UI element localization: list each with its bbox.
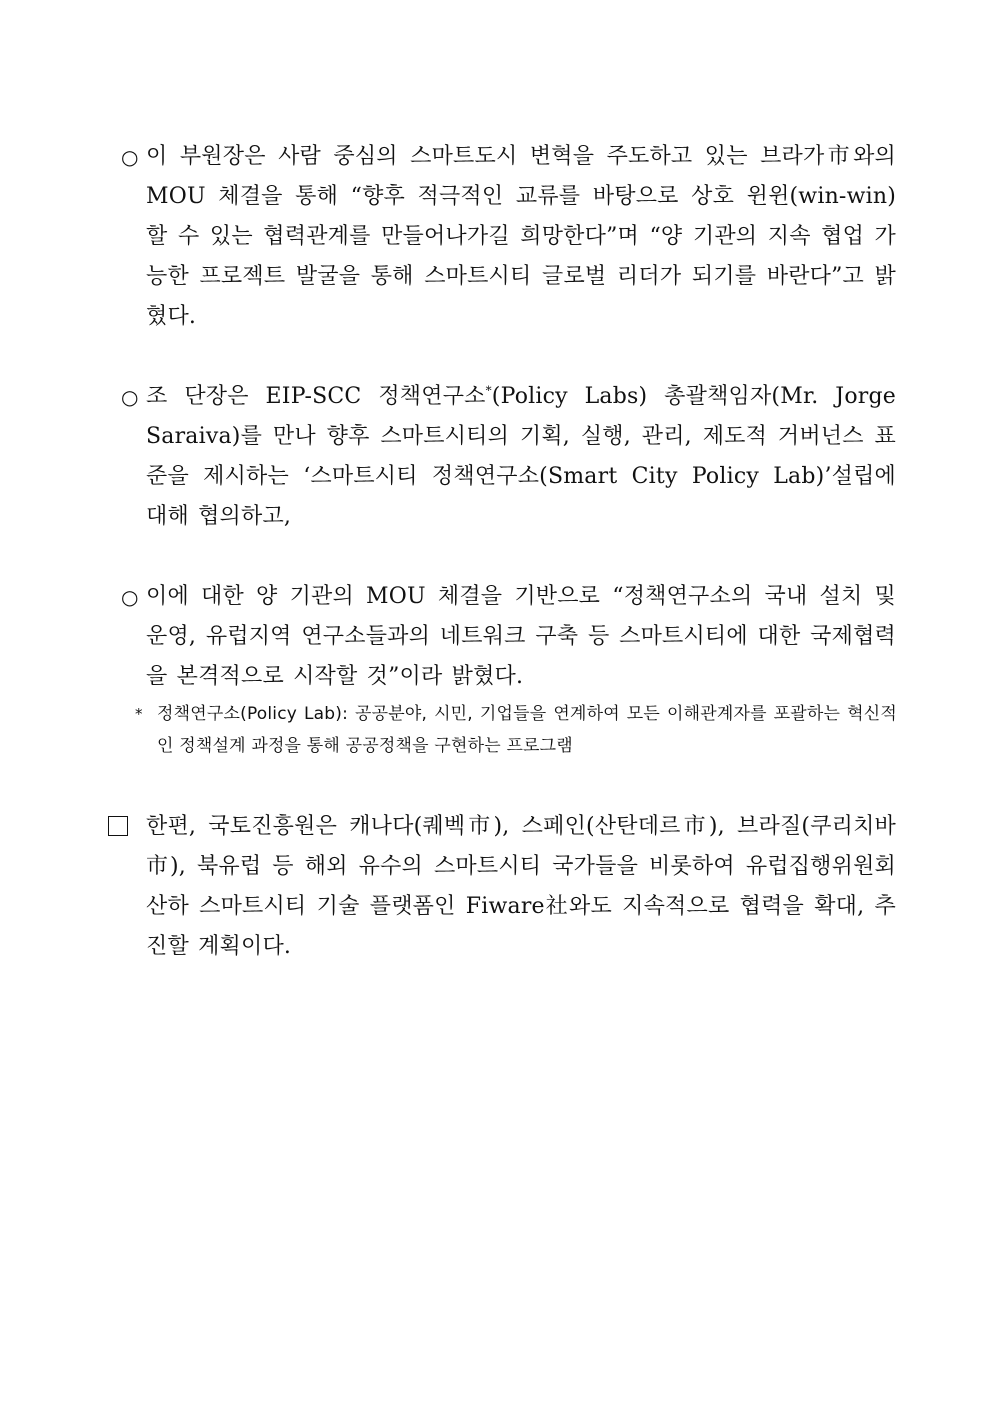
paragraph-policy-lab-meeting — [121, 377, 896, 537]
square-bullet-icon — [108, 816, 128, 836]
footnote-text: 정책연구소(Policy Lab): 공공분야, 시민, 기업들을 연계하여 모든 이해관계자를 포괄하는 혁신적인 정책설계 과정을 통해 공공정책을 구현하는 프로그램 — [157, 704, 897, 756]
paragraph-text-continued: (Policy Labs) 총괄책임자(Mr. Jorge Saraiva)를 만나 향후 스마트시티의 기획, 실행, 관리, 제도적 거버넌스 표준을 제시하는 ‘스마트시티 정책연구소(Smart City Policy Lab)’설립에 대해 협의하고, — [146, 384, 896, 529]
paragraph-text: 이에 대한 양 기관의 MOU 체결을 기반으로 “정책연구소의 국내 설치 및 운영, 유럽지역 연구소들과의 네트워크 구축 등 스마트시티에 대한 국제협력을 본격적으로 시작할 것”이라 밝혔다. — [146, 584, 896, 689]
circle-bullet: ○ — [121, 385, 139, 409]
footnote-reference: * — [485, 383, 492, 398]
circle-bullet: ○ — [121, 585, 139, 609]
paragraph-future-plans — [146, 807, 896, 967]
footnote-asterisk: * — [135, 705, 143, 723]
paragraph-vice-president-remarks — [121, 137, 896, 337]
paragraph-text: 이 부원장은 사람 중심의 스마트도시 변혁을 주도하고 있는 브라가市와의 MOU 체결을 통해 “향후 적극적인 교류를 바탕으로 상호 윈윈(win-win) 할 수 있는 협력관계를 만들어나가길 희망한다”며 “양 기관의 지속 협업 가능한 프로젝트 발굴을 통해 스마트시티 글로벌 리더가 되기를 바란다”고 밝혔다. — [146, 144, 896, 329]
paragraph-text: 한편, 국토진흥원은 캐나다(퀘벡市), 스페인(산탄데르市), 브라질(쿠리치바市), 북유럽 등 해외 유수의 스마트시티 국가들을 비롯하여 유럽집행위원회 산하 스마트시티 기술 플랫폼인 Fiware社와도 지속적으로 협력을 확대, 추진할 계획이다. — [146, 814, 896, 959]
paragraph-text: 조 단장은 EIP-SCC 정책연구소 — [146, 384, 486, 409]
paragraph-international-cooperation — [121, 577, 896, 697]
circle-bullet: ○ — [121, 145, 139, 169]
footnote-policy-lab — [135, 698, 897, 762]
